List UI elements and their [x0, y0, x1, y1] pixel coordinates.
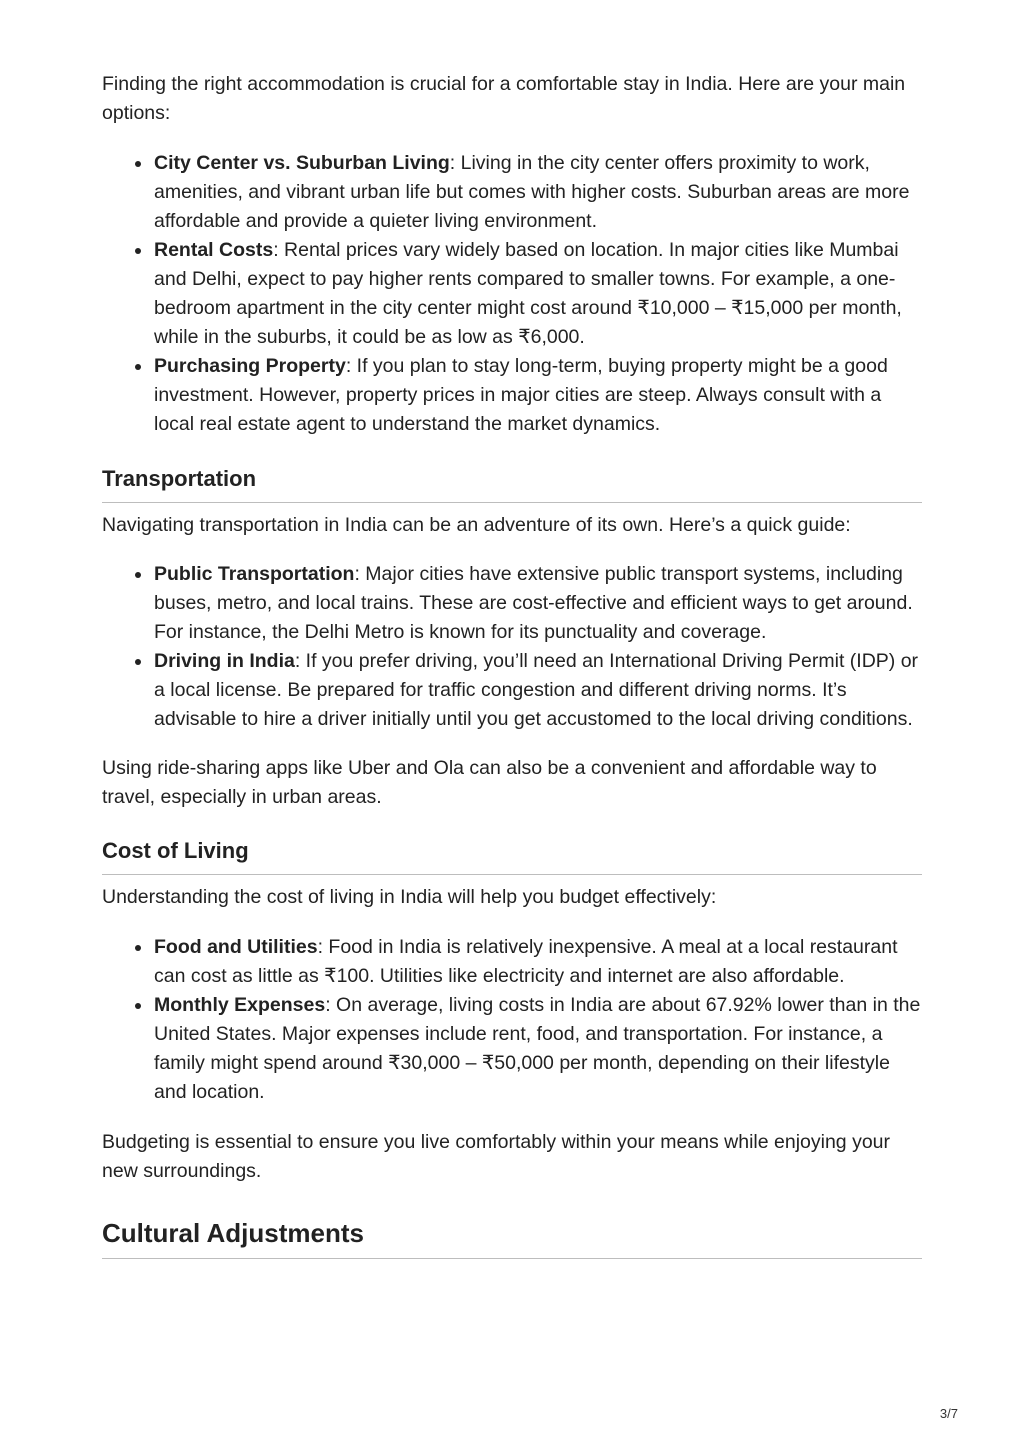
section-heading-transportation: Transportation — [102, 465, 922, 503]
list-item-term: Food and Utilities — [154, 936, 318, 958]
list-item-text: : Rental prices vary widely based on location. In major cities like Mumbai and Delhi, expect to pay higher rents compared to smaller towns. For example, a one-bedroom apartment in the city center might cost around ₹10,000 – ₹15,000 per month, while in the suburbs, it could be as low as ₹6,000. — [154, 239, 902, 348]
list-item — [154, 991, 922, 1107]
list-item-term: City Center vs. Suburban Living — [154, 152, 450, 174]
list-item-term: Driving in India — [154, 650, 295, 672]
transportation-intro: Navigating transportation in India can be an adventure of its own. Here’s a quick guide: — [102, 514, 851, 536]
accommodation-list — [102, 149, 922, 439]
cost-of-living-list — [102, 933, 922, 1107]
list-item-text: : If you plan to stay long-term, buying property might be a good investment. However, property prices in major cities are steep. Always consult with a local real estate agent to understand the market dynamics. — [154, 355, 888, 435]
cost-of-living-intro: Understanding the cost of living in India will help you budget effectively: — [102, 886, 717, 908]
list-item — [154, 236, 922, 352]
list-item-term: Public Transportation — [154, 563, 355, 585]
section-heading-cost-of-living: Cost of Living — [102, 837, 922, 875]
cost-of-living-outro: Budgeting is essential to ensure you live comfortably within your means while enjoying your new surroundings. — [102, 1131, 890, 1182]
list-item — [154, 352, 922, 439]
list-item-text: : On average, living costs in India are about 67.92% lower than in the United States. Major expenses include rent, food, and transportation. For instance, a family might spend around ₹30,000 – ₹50,000 per month, depending on their lifestyle and location. — [154, 994, 921, 1103]
list-item-text: : Food in India is relatively inexpensive. A meal at a local restaurant can cost as little as ₹100. Utilities like electricity and internet are also affordable. — [154, 936, 898, 987]
section-heading-cultural-adjustments: Cultural Adjustments — [102, 1217, 922, 1259]
accommodation-intro: Finding the right accommodation is crucial for a comfortable stay in India. Here are your main options: — [102, 73, 906, 124]
document-page — [102, 70, 922, 1259]
list-item — [154, 647, 922, 734]
list-item — [154, 933, 922, 991]
list-item — [154, 149, 922, 236]
list-item — [154, 560, 922, 647]
list-item-text: : Major cities have extensive public transport systems, including buses, metro, and local trains. These are cost-effective and efficient ways to get around. For instance, the Delhi Metro is known for its punctuality and coverage. — [154, 563, 913, 643]
list-item-text: : Living in the city center offers proximity to work, amenities, and vibrant urban life but comes with higher costs. Suburban areas are more affordable and provide a quieter living environment. — [154, 152, 910, 232]
list-item-term: Rental Costs — [154, 239, 274, 261]
transportation-list — [102, 560, 922, 734]
list-item-term: Purchasing Property — [154, 355, 346, 377]
list-item-term: Monthly Expenses — [154, 994, 326, 1016]
page-number: 3/7 — [939, 1406, 958, 1421]
transportation-outro: Using ride-sharing apps like Uber and Ola can also be a convenient and affordable way to travel, especially in urban areas. — [102, 757, 877, 808]
list-item-text: : If you prefer driving, you’ll need an International Driving Permit (IDP) or a local license. Be prepared for traffic congestion and different driving norms. It’s advisable to hire a driver initially until you get accustomed to the local driving conditions. — [154, 650, 919, 730]
